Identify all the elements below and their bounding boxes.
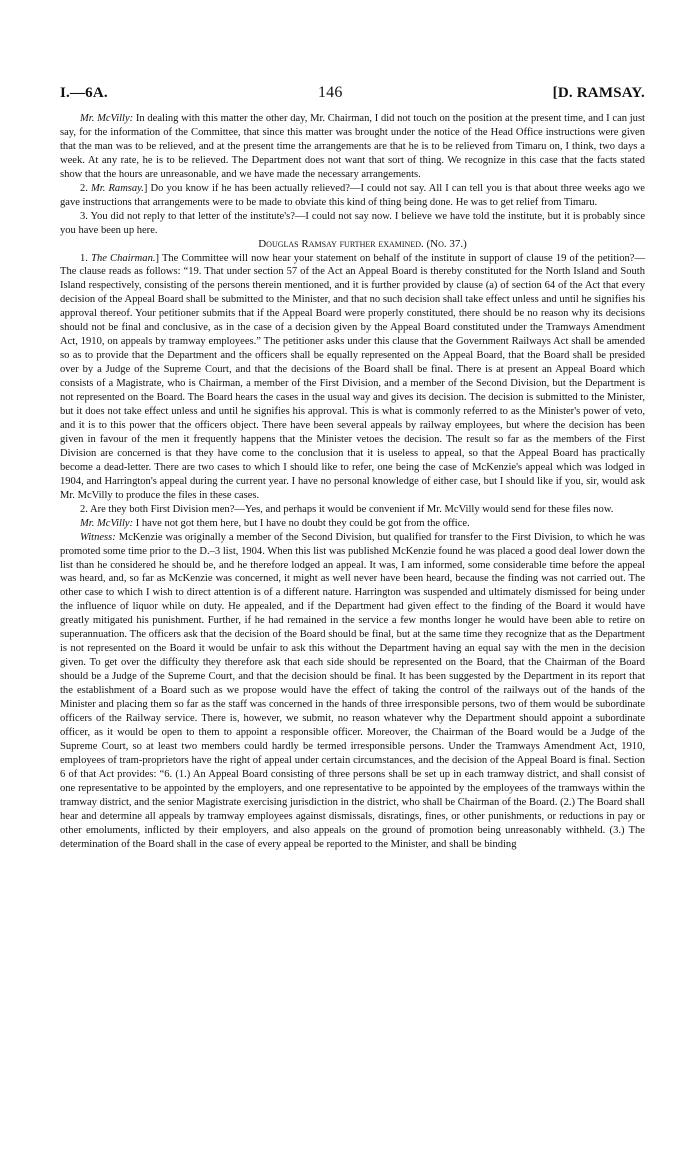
paragraph <box>60 503 645 517</box>
question-number: 2. <box>80 503 90 515</box>
paragraph-text: In dealing with this matter the other day, Mr. Chairman, I did not touch on the position at the present time, and I can just say, for the information of the Committee, that since this matter was brought under the notice of the Head Office instructions were given that the man was to be relieved, and at the present time the arrangements are that he is to be relieved from Timaru on, I think, two days a week. At any rate, he is to be relieved. The Department does not want that sort of thing. We recognize in this case that the facts stated show that the hours are unreasonable, and we have made the necessary arrangements. <box>60 113 645 180</box>
speaker-label: Mr. Ramsay. <box>91 182 144 194</box>
header-left-ref: I.—6A. <box>60 85 108 101</box>
speaker-label: Mr. McVilly: <box>80 517 134 529</box>
question-number: 3. <box>80 210 91 222</box>
speaker-label: Mr. McVilly: <box>80 113 134 124</box>
paragraph-text: Are they both First Division men?—Yes, and perhaps it would be convenient if Mr. McVilly would send for these files now. <box>89 503 614 515</box>
question-number: 1. <box>80 252 92 264</box>
paragraph-text: You did not reply to that letter of the institute's?—I could not say now. I believe we have told the institute, but it is probably since you have been up here. <box>60 210 646 236</box>
paragraph-text: I have not got them here, but I have no doubt they could be got from the office. <box>133 517 470 529</box>
paragraph-text: ] The Committee will now hear your statement on behalf of the institute in support of clause 19 of the petition?—The clause reads as follows: “19. That under section 57 of the Act an Appeal Board is thereby constituted for the North Island and South Island respectively, consisting of the persons therein mentioned, and it is further provided by clause (a) of section 64 of the Act that every decision of the Appeal Board shall be submitted to the Minister, and that no such decision shall take effect unless and until he signifies his approval thereof. Your petitioner submits that if the Appeal Board were properly constituted, there should be no reason why its decisions should not be final and conclusive, as in the case of a decision given by the Appeal Board constituted under the Tramways Amendment Act, 1910, on appeals by tramway employees.” The petitioner asks under this clause that the Government Railways Act shall be amended so as to provide that the Department and the officers shall be equally represented on the Appeal Board, that the Board shall be presided over by a Judge of the Supreme Court, and that the decisions of the Board shall be final. There is at present an Appeal Board which consists of a Magistrate, who is Chairman, a member of the First Division, and a member of the Second Division, but the Department is not represented on the Board. The Board hears the cases in the usual way and gives its decision. The decision is submitted to the Minister, but it does not take effect unless and until he signifies his approval. This is what is commonly referred to as the Minister's power of veto, and it is to this power that the officers object. There have been several appeals by railway employees, but where the decision has been given in favour of the men it frequently happens that the Minister vetoes the decision. The result so far as the members of the First Division are concerned is that they have come to the conclusion that it is useless to appeal, so that the Appeal Board has practically become a dead-letter. There are two cases to which I should like to refer, one being the case of McKenzie's appeal which was lodged in 1904, and Harrington's appeal during the current year. I have no personal knowledge of either case, but I should like if you, sir, would ask Mr. McVilly to produce the files in these cases. <box>60 252 646 501</box>
paragraph <box>60 210 645 238</box>
paragraph-text: McKenzie was originally a member of the Second Division, but qualified for transfer to the First Division, to which he was promoted some time prior to the D.–3 list, 1904. When this list was published McKenzie found he was placed a good deal lower down the list than he considered he should be, and he therefore lodged an appeal. It was, I am informed, some considerable time before the appeal was heard, and, so far as McKenzie was concerned, it might as well never have been heard, because the finding was not carried out. The other case to which I wish to direct attention is of a different nature. Harrington was suspended and ultimately dismissed for being under the influence of liquor while on duty. He appealed, and if the Department had given effect to the finding of the Board it would have greatly mitigated his punishment. Further, if he had remained in the service a few months longer he would have been able to retire on superannuation. The officers ask that the decision of the Board should be final, but at the same time they recognize that as the Department is not represented on the Board it would be unfair to ask this without the Department having an equal say with the men in the decision given. To get over the difficulty they therefore ask that each side should be represented on the Board, that the Chairman of the Board should be a Judge of the Supreme Court, and that the decision should be final. It has been suggested by the Department in its report that the establishment of a Board such as we propose would have the effect of taking the control of the railways out of the hands of the Minister and placing them so far as the staff was concerned in the hands of three irresponsible persons, two of them would be subordinate officers of the Railway service. There is, however, we submit, no reason whatever why the Department should appoint a subordinate officer, as it would be open to them to appoint a responsible officer. Moreover, the Chairman of the Board would be a Judge of the Supreme Court, so at least two members could hardly be termed irresponsible persons. Under the Tramways Amendment Act, 1910, employees of tram-proprietors have the right of appeal under certain circumstances, and the decision of the Appeal Board is final. Section 6 of that Act provides: “6. (1.) An Appeal Board consisting of three persons shall be set up in each tramway district, and shall consist of one representative to be appointed by the employers, and one representative to be appointed by the employees of the tramways within the tramway district, and the senior Magistrate exercising jurisdiction in the district, who shall be Chairman of the Board. (2.) The Board shall hear and determine all appeals by tramway employees against dismissals, disratings, fines, or other punishments, or reductions in pay or other emoluments, inflicted by their employers, and also appeals on the ground of promotion being unreasonably withheld. (3.) The determination of the Board shall in the case of every appeal be reported to the Minister, and shall be binding <box>60 531 645 850</box>
header-right-ref: [D. RAMSAY. <box>552 85 645 101</box>
question-number: 2. <box>80 182 92 194</box>
paragraph <box>60 182 645 210</box>
paragraph <box>60 112 645 182</box>
speaker-label: The Chairman. <box>91 252 156 264</box>
section-heading: Douglas Ramsay further examined. (No. 37.) <box>258 237 467 250</box>
paragraph <box>60 252 645 503</box>
running-header <box>60 84 645 102</box>
speaker-label: Witness: <box>80 531 116 543</box>
paragraph <box>60 531 645 852</box>
paragraph-text: ] Do you know if he has been actually relieved?—I could not say. All I can tell you is that about three weeks ago we gave instructions that arrangements were to be made to obviate this kind of thing being done. He was to get relief from Timaru. <box>60 182 645 208</box>
paragraph <box>60 517 645 531</box>
page-number: 146 <box>317 84 343 101</box>
body-text <box>60 112 645 852</box>
